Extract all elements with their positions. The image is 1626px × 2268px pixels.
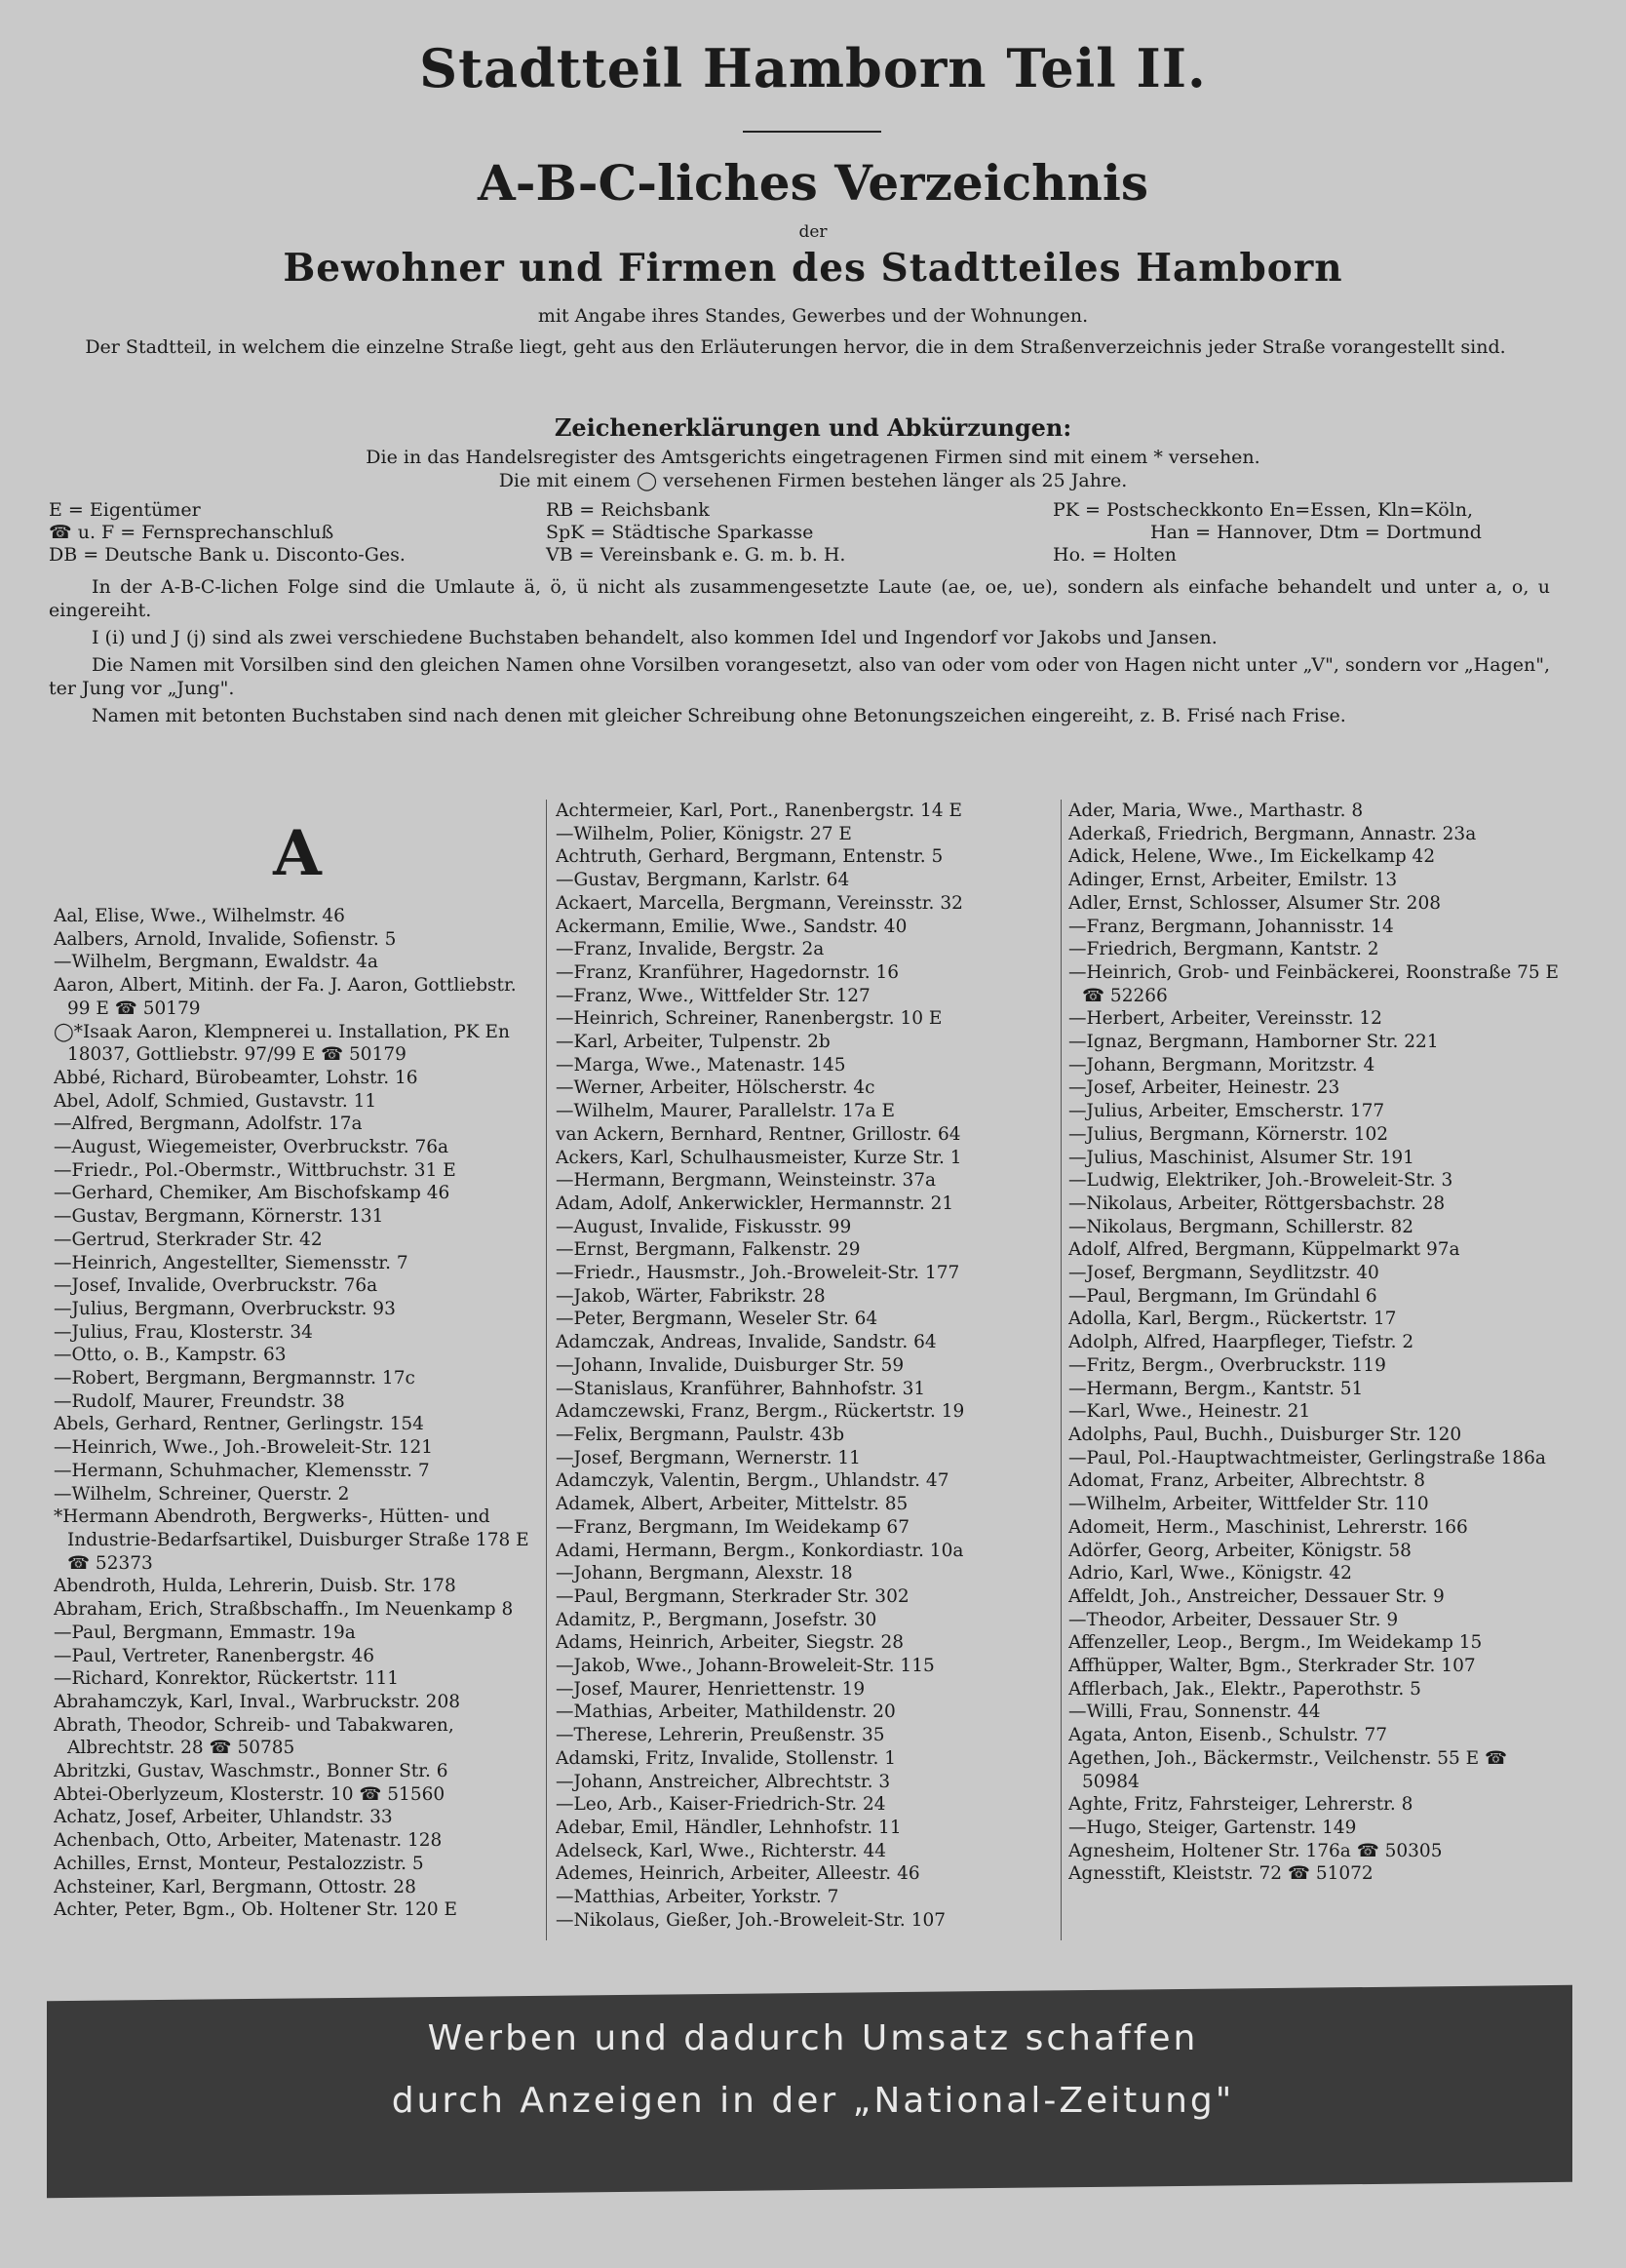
directory-entry: Affeldt, Joh., Anstreicher, Dessauer Str. 9 [1068, 1585, 1445, 1607]
directory-entry: —Ernst, Bergmann, Falkenstr. 29 [556, 1239, 861, 1261]
directory-entry: —Hermann, Schuhmacher, Klemensstr. 7 [54, 1460, 430, 1481]
abbr-item: DB = Deutsche Bank u. Disconto-Ges. [49, 544, 406, 566]
directory-entry: Aaron, Albert, Mitinh. der Fa. J. Aaron, Gottliebstr. 99 E ☎ 50179 [54, 975, 517, 1019]
directory-entry: van Ackern, Bernhard, Rentner, Grillostr. 64 [556, 1123, 961, 1145]
directory-entry: Achtermeier, Karl, Port., Ranenbergstr. 14 E [556, 801, 962, 821]
directory-entry: Adam, Adolf, Ankerwickler, Hermannstr. 21 [556, 1193, 954, 1214]
directory-entry: Abel, Adolf, Schmied, Gustavstr. 11 [54, 1090, 377, 1112]
directory-entry: Adick, Helene, Wwe., Im Eickelkamp 42 [1068, 846, 1436, 868]
directory-entry: —Ludwig, Elektriker, Joh.-Broweleit-Str. 3 [1068, 1170, 1453, 1192]
directory-entry: —Josef, Bergmann, Wernerstr. 11 [556, 1447, 861, 1468]
directory-entry: Ackaert, Marcella, Bergmann, Vereinsstr. 32 [556, 892, 963, 914]
directory-entry: Affhüpper, Walter, Bgm., Sterkrader Str. 107 [1068, 1656, 1476, 1677]
directory-entry: —Jakob, Wwe., Johann-Broweleit-Str. 115 [556, 1656, 935, 1677]
directory-entry: —Julius, Frau, Klosterstr. 34 [54, 1321, 313, 1343]
directory-entry: Ackers, Karl, Schulhausmeister, Kurze Str. 1 [556, 1147, 962, 1168]
directory-entry: Abrahamczyk, Karl, Inval., Warbruckstr. 208 [54, 1691, 460, 1712]
directory-entry: Achtruth, Gerhard, Bergmann, Entenstr. 5 [556, 846, 944, 868]
directory-entry: —Gustav, Bergmann, Körnerstr. 131 [54, 1206, 384, 1228]
directory-entry: Ademes, Heinrich, Arbeiter, Alleestr. 46 [556, 1863, 920, 1885]
directory-entry: —Johann, Anstreicher, Albrechtstr. 3 [556, 1771, 891, 1792]
column-divider [546, 800, 547, 1940]
directory-entry: —Johann, Bergmann, Alexstr. 18 [556, 1563, 853, 1584]
directory-entry: Achatz, Josef, Arbeiter, Uhlandstr. 33 [54, 1807, 393, 1828]
directory-entry: Ader, Maria, Wwe., Marthastr. 8 [1068, 801, 1364, 821]
abbr-item: Han = Hannover, Dtm = Dortmund [1150, 522, 1482, 543]
directory-entry: Abrath, Theodor, Schreib- und Tabakwaren, Albrechtstr. 28 ☎ 50785 [54, 1714, 454, 1759]
directory-entry: —Leo, Arb., Kaiser-Friedrich-Str. 24 [556, 1794, 886, 1816]
directory-entry: —Hugo, Steiger, Gartenstr. 149 [1068, 1817, 1357, 1838]
directory-entry: —Paul, Bergmann, Emmastr. 19a [54, 1622, 356, 1643]
directory-entry: —Alfred, Bergmann, Adolfstr. 17a [54, 1114, 363, 1135]
directory-entry: —Josef, Bergmann, Seydlitzstr. 40 [1068, 1263, 1379, 1284]
directory-entry: —Marga, Wwe., Matenastr. 145 [556, 1054, 846, 1075]
directory-entry: —Therese, Lehrerin, Preußenstr. 35 [556, 1725, 885, 1746]
directory-entry: —Josef, Arbeiter, Heinestr. 23 [1068, 1077, 1340, 1099]
directory-entry: Afflerbach, Jak., Elektr., Paperothstr. 5 [1068, 1678, 1421, 1700]
directory-entry: Adami, Hermann, Bergm., Konkordiastr. 10a [556, 1540, 964, 1561]
directory-entry: —Wilhelm, Bergmann, Ewaldstr. 4a [54, 952, 378, 973]
legend-heading: Zeichenerklärungen und Abkürzungen: [554, 413, 1072, 442]
notes [49, 575, 1550, 731]
legend-line-1: Die in das Handelsregister des Amtsgerichts eingetragenen Firmen sind mit einem * versehen. [366, 447, 1260, 468]
directory-entry: —Franz, Wwe., Wittfelder Str. 127 [556, 985, 871, 1006]
directory-entry: —August, Wiegemeister, Overbruckstr. 76a [54, 1137, 449, 1158]
directory-entry: —Gerhard, Chemiker, Am Bischofskamp 46 [54, 1183, 450, 1204]
directory-entry: Agnesstift, Kleiststr. 72 ☎ 51072 [1068, 1863, 1374, 1885]
directory-entry: Adebar, Emil, Händler, Lehnhofstr. 11 [556, 1817, 902, 1838]
intro-line-1: mit Angabe ihres Standes, Gewerbes und der Wohnungen. [537, 305, 1089, 327]
abbr-item: SpK = Städtische Sparkasse [546, 522, 814, 543]
directory-entry: Adams, Heinrich, Arbeiter, Siegstr. 28 [556, 1632, 905, 1654]
abbr-item: VB = Vereinsbank e. G. m. b. H. [546, 544, 846, 566]
directory-entry: Achsteiner, Karl, Bergmann, Ottostr. 28 [54, 1876, 416, 1897]
directory-entry: —Paul, Bergmann, Sterkrader Str. 302 [556, 1585, 910, 1607]
directory-entry: —Friedrich, Bergmann, Kantstr. 2 [1068, 939, 1379, 960]
directory-entry: —Gertrud, Sterkrader Str. 42 [54, 1229, 323, 1250]
directory-entry: —Julius, Bergmann, Overbruckstr. 93 [54, 1298, 396, 1319]
directory-entry: —Heinrich, Wwe., Joh.-Broweleit-Str. 121 [54, 1437, 434, 1459]
directory-entry: Abritzki, Gustav, Waschmstr., Bonner Str. 6 [54, 1761, 448, 1782]
directory-entry: —Robert, Bergmann, Bergmannstr. 17c [54, 1368, 415, 1389]
directory-entry: Abtei-Oberlyzeum, Klosterstr. 10 ☎ 51560 [54, 1783, 445, 1805]
directory-entry: —Rudolf, Maurer, Freundstr. 38 [54, 1390, 345, 1412]
directory-entry: —Johann, Bergmann, Moritzstr. 4 [1068, 1054, 1375, 1075]
entries-column-3 [1068, 800, 1561, 1886]
directory-entry: —Karl, Arbeiter, Tulpenstr. 2b [556, 1032, 831, 1053]
directory-entry: —Stanislaus, Kranführer, Bahnhofstr. 31 [556, 1378, 926, 1399]
directory-entry: —Felix, Bergmann, Paulstr. 43b [556, 1424, 845, 1445]
directory-entry: Aderkaß, Friedrich, Bergmann, Annastr. 23a [1068, 823, 1477, 844]
directory-entry: —Fritz, Bergm., Overbruckstr. 119 [1068, 1354, 1386, 1376]
legend-line-2: Die mit einem ◯ versehenen Firmen bestehen länger als 25 Jahre. [498, 470, 1128, 491]
directory-entry: Aal, Elise, Wwe., Wilhelmstr. 46 [54, 906, 345, 926]
directory-entry: Adolf, Alfred, Bergmann, Küppelmarkt 97a [1068, 1239, 1460, 1261]
directory-entry: Ackermann, Emilie, Wwe., Sandstr. 40 [556, 916, 908, 937]
directory-entry: —Werner, Arbeiter, Hölscherstr. 4c [556, 1077, 875, 1099]
directory-entry: *Hermann Abendroth, Bergwerks-, Hütten- und Industrie-Bedarfsartikel, Duisburger Straße 178 E ☎ 52373 [54, 1506, 529, 1574]
directory-entry: —Gustav, Bergmann, Karlstr. 64 [556, 870, 850, 891]
note: Die Namen mit Vorsilben sind den gleichen Namen ohne Vorsilben vorangesetzt, also van oder vom oder von Hagen nicht unter „V", sondern vor „Hagen", ter Jung vor „Jung". [49, 654, 1550, 699]
directory-entry: Agethen, Joh., Bäckermstr., Veilchenstr. 55 E ☎ 50984 [1068, 1747, 1508, 1792]
directory-entry: —Julius, Arbeiter, Emscherstr. 177 [1068, 1101, 1385, 1122]
abbr-item: ☎ u. F = Fernsprechanschluß [49, 522, 334, 543]
abbr-item: E = Eigentümer [49, 499, 201, 521]
directory-entry: —Franz, Invalide, Bergstr. 2a [556, 939, 825, 960]
directory-entry: —Wilhelm, Polier, Königstr. 27 E [556, 823, 852, 844]
directory-entry: Adamczewski, Franz, Bergm., Rückertstr. 19 [556, 1401, 965, 1423]
banner-line-1: Werben und dadurch Umsatz schaffen [427, 2018, 1199, 2058]
directory-entry: —Franz, Bergmann, Im Weidekamp 67 [556, 1516, 910, 1538]
directory-entry: Abraham, Erich, Straßbschaffn., Im Neuenkamp 8 [54, 1599, 514, 1621]
directory-entry: —Nikolaus, Bergmann, Schillerstr. 82 [1068, 1216, 1413, 1237]
directory-heading: A-B-C-liches Verzeichnis [477, 154, 1149, 212]
directory-entry: —Karl, Wwe., Heinestr. 21 [1068, 1401, 1311, 1423]
directory-entry: —Nikolaus, Arbeiter, Röttgersbachstr. 28 [1068, 1193, 1446, 1214]
title-rule [743, 131, 881, 133]
directory-entry: —Jakob, Wärter, Fabrikstr. 28 [556, 1285, 826, 1307]
directory-entry: Aghte, Fritz, Fahrsteiger, Lehrerstr. 8 [1068, 1794, 1413, 1816]
banner-line-2: durch Anzeigen in der „National-Zeitung" [391, 2081, 1235, 2121]
directory-entry: Achenbach, Otto, Arbeiter, Matenastr. 128 [54, 1830, 443, 1852]
abbr-item: RB = Reichsbank [546, 499, 710, 521]
directory-entry: Aalbers, Arnold, Invalide, Sofienstr. 5 [54, 928, 397, 950]
directory-entry: —Johann, Invalide, Duisburger Str. 59 [556, 1354, 905, 1376]
directory-entry: —Ignaz, Bergmann, Hamborner Str. 221 [1068, 1032, 1439, 1053]
directory-entry: Agata, Anton, Eisenb., Schulstr. 77 [1068, 1725, 1388, 1746]
directory-entry: —Mathias, Arbeiter, Mathildenstr. 20 [556, 1701, 896, 1723]
directory-entry: —Heinrich, Angestellter, Siemensstr. 7 [54, 1252, 408, 1273]
intro-line-2: Der Stadtteil, in welchem die einzelne Straße liegt, geht aus den Erläuterungen hervor, die in dem Straßenverzeichnis jeder Straße vorangestellt sind. [85, 336, 1506, 358]
directory-entry: —Willi, Frau, Sonnenstr. 44 [1068, 1701, 1321, 1723]
directory-entry: Achilles, Ernst, Monteur, Pestalozzistr. 5 [54, 1853, 424, 1874]
directory-entry: —Otto, o. B., Kampstr. 63 [54, 1345, 287, 1366]
directory-entry: Adamek, Albert, Arbeiter, Mittelstr. 85 [556, 1494, 909, 1515]
directory-entry: Abendroth, Hulda, Lehrerin, Duisb. Str. 178 [54, 1576, 456, 1597]
directory-entry: Adamski, Fritz, Invalide, Stollenstr. 1 [556, 1747, 896, 1769]
directory-entry: Adelseck, Karl, Wwe., Richterstr. 44 [556, 1840, 887, 1861]
directory-entry: —Franz, Kranführer, Hagedornstr. 16 [556, 961, 900, 983]
directory-entry: Adinger, Ernst, Arbeiter, Emilstr. 13 [1068, 870, 1398, 891]
directory-entry: —Hermann, Bergm., Kantstr. 51 [1068, 1378, 1364, 1399]
directory-entry: Adolphs, Paul, Buchh., Duisburger Str. 120 [1068, 1424, 1462, 1445]
directory-entry: —Julius, Bergmann, Körnerstr. 102 [1068, 1123, 1389, 1145]
directory-entry: —Heinrich, Schreiner, Ranenbergstr. 10 E [556, 1008, 943, 1030]
directory-entry: Achter, Peter, Bgm., Ob. Holtener Str. 120 E [54, 1899, 458, 1921]
directory-subheading: Bewohner und Firmen des Stadtteiles Hamborn [283, 246, 1343, 291]
directory-entry: —Friedr., Hausmstr., Joh.-Broweleit-Str. 177 [556, 1263, 960, 1284]
note: In der A-B-C-lichen Folge sind die Umlaute ä, ö, ü nicht als zusammengesetzte Laute (ae, oe, ue), sondern als einfache behandelt und unter a, o, u eingereiht. [49, 576, 1550, 621]
directory-entry: Abels, Gerhard, Rentner, Gerlingstr. 154 [54, 1414, 424, 1435]
directory-entry: ◯*Isaak Aaron, Klempnerei u. Installation, PK En 18037, Gottliebstr. 97/99 E ☎ 50179 [54, 1021, 510, 1066]
directory-entry: —Friedr., Pol.-Obermstr., Wittbruchstr. 31 E [54, 1159, 456, 1181]
directory-entry: —Paul, Pol.-Hauptwachtmeister, Gerlingstraße 186a [1068, 1447, 1546, 1468]
directory-entry: Adolla, Karl, Bergm., Rückertstr. 17 [1068, 1309, 1397, 1330]
directory-entry: —Paul, Vertreter, Ranenbergstr. 46 [54, 1645, 375, 1666]
directory-entry: —Josef, Invalide, Overbruckstr. 76a [54, 1275, 378, 1297]
heading-der: der [798, 222, 828, 242]
directory-entry: —Josef, Maurer, Henriettenstr. 19 [556, 1678, 866, 1700]
entries-column-2 [556, 800, 1053, 1932]
directory-entry: Adomeit, Herm., Maschinist, Lehrerstr. 166 [1068, 1516, 1468, 1538]
directory-entry: —Julius, Maschinist, Alsumer Str. 191 [1068, 1147, 1414, 1168]
directory-entry: —Paul, Bergmann, Im Gründahl 6 [1068, 1285, 1377, 1307]
directory-entry: Adamczak, Andreas, Invalide, Sandstr. 64 [556, 1332, 937, 1353]
directory-entry: —Peter, Bergmann, Weseler Str. 64 [556, 1309, 878, 1330]
directory-entry: —August, Invalide, Fiskusstr. 99 [556, 1216, 852, 1237]
directory-entry: Adler, Ernst, Schlosser, Alsumer Str. 208 [1068, 892, 1441, 914]
directory-entry: —Matthias, Arbeiter, Yorkstr. 7 [556, 1887, 839, 1908]
directory-entry: Adrio, Karl, Wwe., Königstr. 42 [1068, 1563, 1352, 1584]
section-letter: A [273, 817, 322, 890]
directory-entry: —Wilhelm, Maurer, Parallelstr. 17a E [556, 1101, 896, 1122]
directory-entry: —Richard, Konrektor, Rückertstr. 111 [54, 1668, 400, 1690]
directory-entry: —Herbert, Arbeiter, Vereinsstr. 12 [1068, 1008, 1382, 1030]
directory-entry: —Nikolaus, Gießer, Joh.-Broweleit-Str. 107 [556, 1909, 947, 1931]
directory-entry: Abbé, Richard, Bürobeamter, Lohstr. 16 [54, 1067, 418, 1088]
directory-entry: Adamczyk, Valentin, Bergm., Uhlandstr. 47 [556, 1470, 949, 1492]
directory-entry: Agnesheim, Holtener Str. 176a ☎ 50305 [1068, 1840, 1443, 1861]
abbr-item: Ho. = Holten [1053, 544, 1177, 566]
directory-entry: Adamitz, P., Bergmann, Josefstr. 30 [556, 1609, 877, 1630]
directory-entry: Adomat, Franz, Arbeiter, Albrechtstr. 8 [1068, 1470, 1425, 1492]
abbr-item: PK = Postscheckkonto En=Essen, Kln=Köln, [1053, 499, 1474, 521]
column-divider [1061, 800, 1062, 1940]
directory-entry: —Franz, Bergmann, Johannisstr. 14 [1068, 916, 1394, 937]
directory-entry: Affenzeller, Leop., Bergm., Im Weidekamp 15 [1068, 1632, 1483, 1654]
note: I (i) und J (j) sind als zwei verschiedene Buchstaben behandelt, also kommen Idel und Ingendorf vor Jakobs und Jansen. [92, 627, 1218, 648]
directory-entry: —Wilhelm, Schreiner, Querstr. 2 [54, 1483, 350, 1505]
directory-entry: —Wilhelm, Arbeiter, Wittfelder Str. 110 [1068, 1494, 1429, 1515]
directory-entry: Adolph, Alfred, Haarpfleger, Tiefstr. 2 [1068, 1332, 1414, 1353]
entries-column-1 [54, 800, 541, 1922]
page-title: Stadtteil Hamborn Teil II. [419, 37, 1207, 99]
note: Namen mit betonten Buchstaben sind nach denen mit gleicher Schreibung ohne Betonungszeichen eingereiht, z. B. Frisé nach Frise. [92, 705, 1346, 726]
directory-entry: —Heinrich, Grob- und Feinbäckerei, Roonstraße 75 E ☎ 52266 [1068, 961, 1559, 1006]
directory-entry: Adörfer, Georg, Arbeiter, Königstr. 58 [1068, 1540, 1412, 1561]
directory-entry: —Theodor, Arbeiter, Dessauer Str. 9 [1068, 1609, 1399, 1630]
directory-entry: —Hermann, Bergmann, Weinsteinstr. 37a [556, 1170, 937, 1192]
